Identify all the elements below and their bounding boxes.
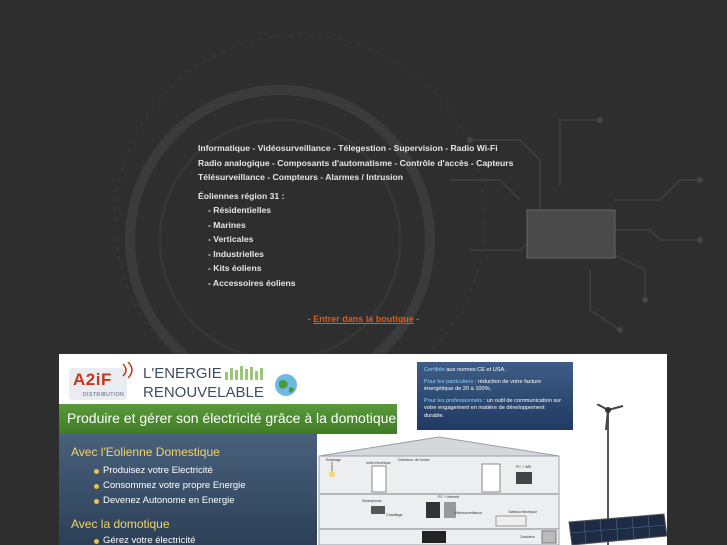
- benefit-gerez: Gérez votre électricité: [103, 535, 196, 545]
- solar-panel-icon: [564, 512, 667, 545]
- label-onduleur: Onduleur: [520, 535, 535, 539]
- label-eclairage: Eclairage: [326, 458, 341, 462]
- label-smartphone: Smartphone: [362, 499, 382, 503]
- label-volet: Volet électrique: [366, 461, 391, 465]
- eolienne-item-marines: - Marines: [208, 219, 246, 230]
- eolienne-item-industrielles: - Industrielles: [208, 248, 264, 259]
- logo-text: A2iF: [73, 370, 112, 389]
- a2if-logo: [69, 368, 127, 400]
- cert-text-2: : réduction de votre facture énergétique de 20 à 100%.: [424, 378, 542, 392]
- label-videosurveillance: Vidéosurveillance: [454, 511, 483, 515]
- logo-subtitle: DISTRIBUTION: [83, 392, 125, 398]
- benefit-produisez: Produisez votre Electricité: [103, 465, 213, 476]
- cert-text-1: aux normes CE et USA.: [444, 367, 506, 373]
- shop-entry: [0, 314, 727, 324]
- benefits-panel: [59, 434, 317, 545]
- eoliennes-heading: Éoliennes région 31 :: [198, 190, 285, 201]
- benefit-autonome: Devenez Autonome en Energie: [103, 495, 235, 506]
- tagline-bar: [59, 404, 397, 434]
- cert-paragraph-3: [424, 398, 566, 421]
- signal-waves-icon: [119, 362, 141, 380]
- benefit-consommez: Consommez votre propre Energie: [103, 480, 246, 491]
- service-list-line-2: Radio analogique - Composants d'automatisme - Contrôle d'accès - Capteurs: [198, 157, 514, 168]
- label-pc-wifi: PC + Wifi: [516, 465, 532, 469]
- shop-prefix-dash: -: [307, 314, 311, 324]
- energy-title-line-2: RENOUVELABLE: [143, 384, 264, 401]
- certification-box: [417, 362, 573, 430]
- service-list-line-3: Télésurveillance - Compteurs - Alarmes / Intrusion: [198, 172, 404, 182]
- promo-banner[interactable]: [59, 354, 667, 545]
- house-diagram: [314, 434, 564, 545]
- eolienne-item-residentielles: - Résidentielles: [208, 205, 272, 215]
- section-eolienne-title: Avec l'Eolienne Domestique: [71, 445, 220, 459]
- cert-highlight-2: Pour les particuliers: [424, 378, 474, 385]
- tagline-text: Produire et gérer son électricité grâce à la domotique: [67, 410, 397, 426]
- label-tableau: Tableau électrique: [508, 510, 538, 514]
- eolienne-item-accessoires: - Accessoires éoliens: [208, 277, 296, 288]
- cert-highlight-1: Certifiée: [424, 367, 445, 373]
- eolienne-item-kits: - Kits éoliens: [208, 263, 262, 273]
- cert-paragraph-2: [424, 379, 566, 394]
- label-pc-internet: PC + Internet: [438, 495, 460, 499]
- energy-title-line-1: L'ENERGIE: [143, 365, 222, 382]
- cert-text-3: : un outil de communication sur votre engagement en matière de développement durable.: [424, 397, 562, 419]
- cert-paragraph-1: [424, 367, 566, 375]
- equalizer-icon: [225, 364, 265, 380]
- label-tv-console: TV + Console: [424, 538, 446, 542]
- intro-text-block: [198, 141, 558, 290]
- globe-icon: [273, 372, 299, 398]
- label-chauffage: Chauffage: [386, 513, 403, 517]
- section-domotique-title: Avec la domotique: [71, 517, 170, 531]
- shop-suffix-dash: -: [416, 314, 420, 324]
- service-list-line-1: Informatique - Vidéosurveillance - Télegestion - Supervision - Radio Wi-Fi: [198, 143, 498, 153]
- enter-shop-link[interactable]: Entrer dans la boutique: [313, 314, 414, 324]
- label-detecteur: Détecteur de fumée: [398, 458, 430, 462]
- eolienne-item-verticales: - Verticales: [208, 234, 254, 244]
- cert-highlight-3: Pour les professionnels: [424, 397, 483, 404]
